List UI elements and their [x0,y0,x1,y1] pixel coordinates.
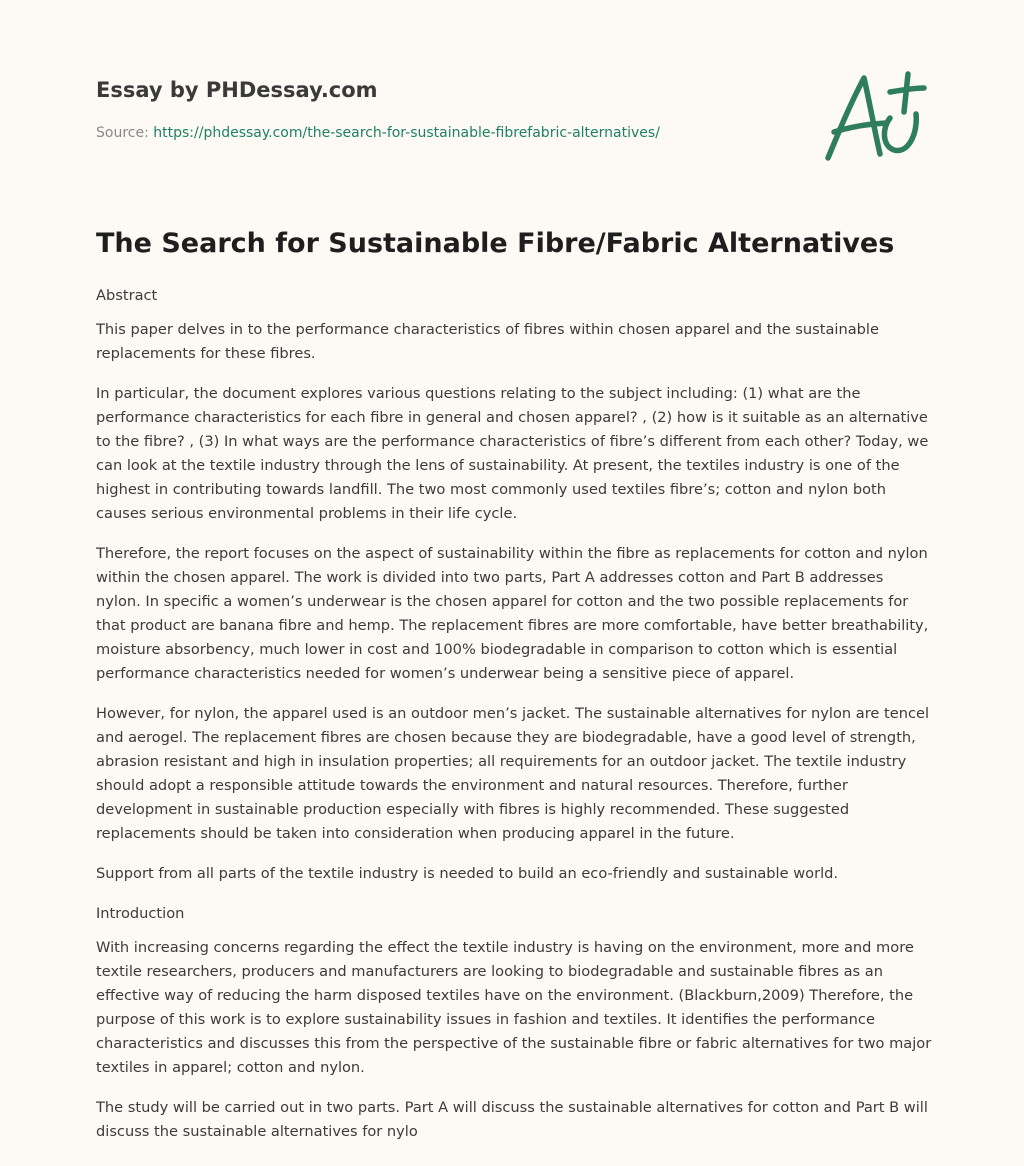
paragraph: However, for nylon, the apparel used is an outdoor men’s jacket. The sustainable alternatives for nylon are tencel and aerogel. The replacement fibres are chosen because they are biodegradable, have a good level of strength, abrasion resistant and high in insulation properties; all requirements for an outdoor jacket. The textile industry should adopt a responsible attitude towards the environment and natural resources. Therefore, further development in sustainable production especially with fibres is highly recommended. These suggested replacements should be taken into consideration when producing apparel in the future. [96,705,930,842]
essay-body [96,284,932,1160]
introduction-heading: Introduction [96,905,185,922]
essay-title: The Search for Sustainable Fibre/Fabric Alternatives [96,228,895,259]
paragraph: Therefore, the report focuses on the aspect of sustainability within the fibre as replacements for cotton and nylon within the chosen apparel. The work is divided into two parts, Part A addresses cotton and Part B addresses nylon. In specific a women’s underwear is the chosen apparel for cotton and the two possible replacements for that product are banana fibre and hemp. The replacement fibres are more comfortable, have better breathability, moisture absorbency, much lower in cost and 100% biodegradable in comparison to cotton which is essential performance characteristics needed for women’s underwear being a sensitive piece of apparel. [96,545,929,682]
paragraph: The study will be carried out in two parts. Part A will discuss the sustainable alternatives for cotton and Part B will discuss the sustainable alternatives for nylo [96,1099,928,1140]
abstract-heading: Abstract [96,287,158,304]
source-label: Source: [96,125,149,141]
paragraph: This paper delves in to the performance characteristics of fibres within chosen apparel and the sustainable replacements for these fibres. [96,321,879,362]
site-brand: Essay by PHDessay.com [96,78,378,102]
a-plus-logo-icon [820,66,930,166]
header [96,76,796,143]
paragraph: Support from all parts of the textile industry is needed to build an eco-friendly and sustainable world. [96,865,839,882]
source-line [96,123,796,143]
paragraph: With increasing concerns regarding the effect the textile industry is having on the environment, more and more textile researchers, producers and manufacturers are looking to biodegradable and sustainable fibres as an effective way of reducing the harm disposed textiles have on the environment. (Blackburn,2009) Therefore, the purpose of this work is to explore sustainability issues in fashion and textiles. It identifies the performance characteristics and discusses this from the perspective of the sustainable fibre or fabric alternatives for two major textiles in apparel; cotton and nylon. [96,939,932,1076]
source-link[interactable]: https://phdessay.com/the-search-for-sustainable-fibrefabric-alternatives/ [153,125,660,141]
paragraph: In particular, the document explores various questions relating to the subject including: (1) what are the performance characteristics for each fibre in general and chosen apparel? , (2) how is it suitable as an alternative to the fibre? , (3) In what ways are the performance characteristics of fibre’s different from each other? Today, we can look at the textile industry through the lens of sustainability. At present, the textiles industry is one of the highest in contributing towards landfill. The two most commonly used textiles fibre’s; cotton and nylon both causes serious environmental problems in their life cycle. [96,385,929,522]
